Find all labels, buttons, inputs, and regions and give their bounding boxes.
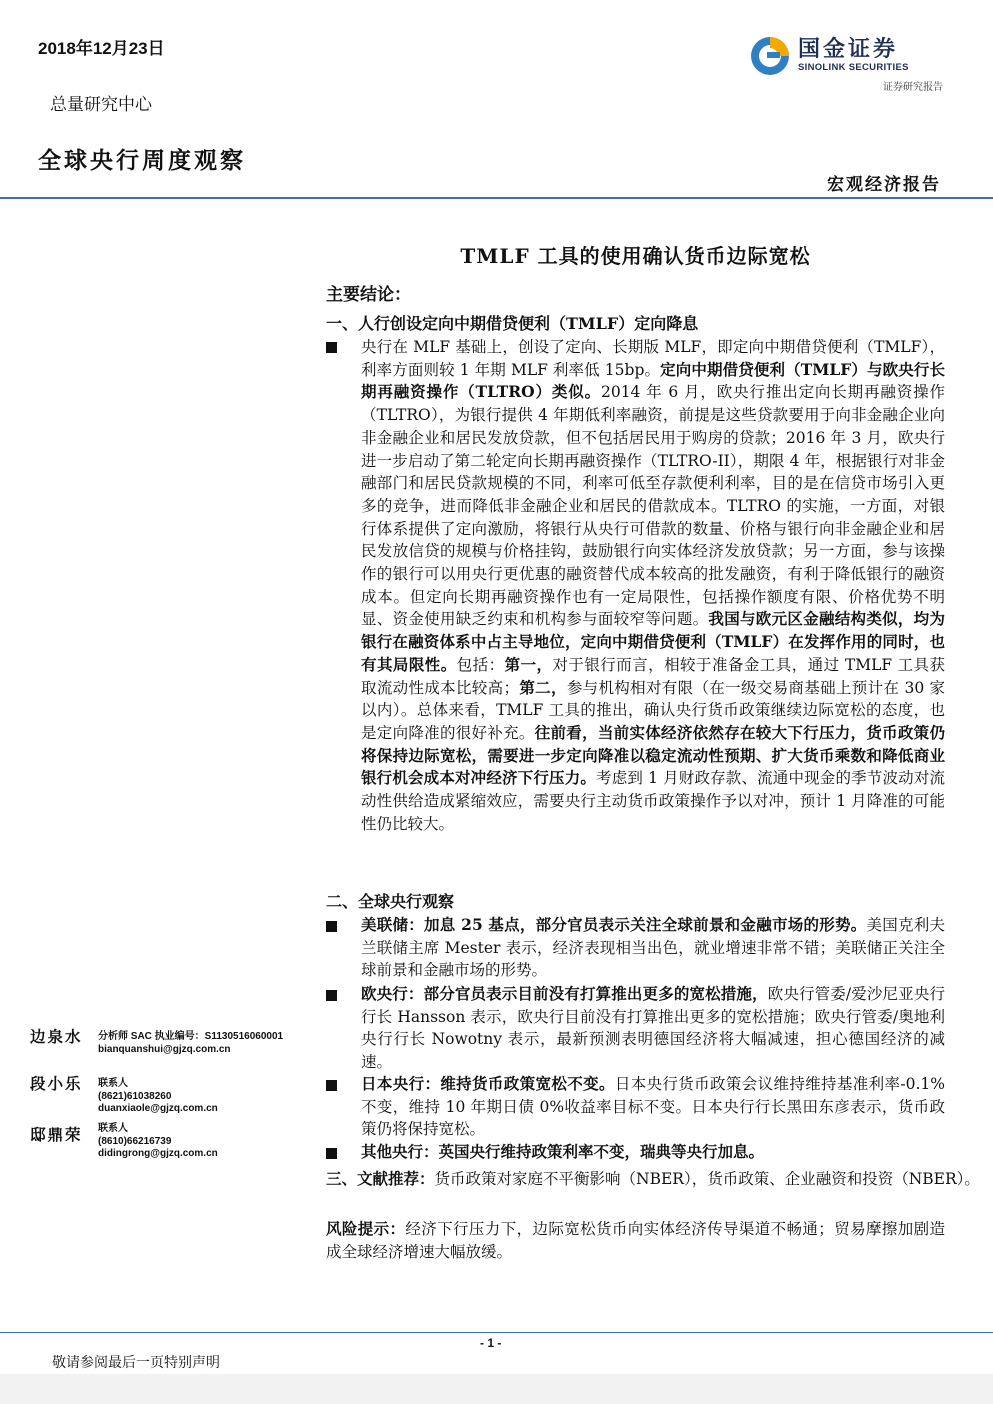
- fed-item: [361, 914, 945, 982]
- author-email: bianquanshui@gjzq.com.cn: [98, 1043, 231, 1055]
- s1-bold-5: 往前看，当前实体经济依然存在较大下行压力，货币政策仍将保持边际宽松，需要进一步定向降准以稳定流动性预期、扩大货币乘数和降低商业银行机会成本对冲经济下行压力。: [361, 722, 945, 788]
- other-cb-lead: 其他央行：英国央行维持政策利率不变，瑞典等央行加息。: [361, 1142, 765, 1161]
- risk-body: 经济下行压力下，边际宽松货币向实体经济传导渠道不畅通；贸易摩擦加剧造成全球经济增速大幅放缓。: [326, 1220, 945, 1261]
- footer-band: [0, 1374, 993, 1404]
- other-cb-item: [361, 1141, 945, 1164]
- document-title: TMLF 工具的使用确认货币边际宽松: [460, 244, 811, 268]
- literature-body: 货币政策对家庭不平衡影响（NBER），货币政策、企业融资和投资（NBER）。: [434, 1170, 980, 1188]
- author-email: didingrong@gjzq.com.cn: [98, 1148, 218, 1159]
- logo-text-en: SINOLINK SECURITIES: [798, 62, 909, 73]
- author-phone: (8621)61038260: [98, 1090, 172, 1102]
- ecb-item: [361, 983, 945, 1074]
- page-number: - 1 -: [480, 1336, 502, 1350]
- sinolink-logo-icon: [748, 34, 792, 78]
- research-center: 总量研究中心: [50, 95, 152, 115]
- ecb-lead: 欧央行：部分官员表示目前没有打算推出更多的宽松措施，: [361, 984, 768, 1003]
- author-name: 邸鼎荣: [30, 1125, 83, 1144]
- bullet-icon: [326, 342, 337, 353]
- author-name: 边泉水: [30, 1027, 83, 1046]
- report-date: 2018年12月23日: [38, 39, 165, 58]
- author-email: duanxiaole@gjzq.com.cn: [98, 1103, 218, 1114]
- s1-text-2: 2014 年 6 月，欧央行推出定向长期再融资操作（TLTRO），为银行提供 4 年期低利率融资，前提是这些贷款要用于向非金融企业向非金融企业和居民发放贷款，但不包括居民用于购房的贷款；2016 年 3 月，欧央行进一步启动了第二轮定向长期再融资操作（TLTRO-II），期限 4 年，根据银行对非金融部门和居民贷款规模的不同，利率可低至存款便利利率，目的是在信贷市场引入更多的竞争，进而降低非金融企业和居民的借款成本。TLTRO 的实施，一方面，对银行体系提供了定向激励，将银行从央行可借款的数量、价格与银行向非金融企业和居民发放信贷的规模与价格挂钩，鼓励银行向实体经济发放贷款；另一方面，参与该操作的银行可以用央行更优惠的融资替代成本较高的批发融资，有利于降低银行的融资成本。但定向长期再融资操作也有一定局限性，包括操作额度有限、价格优势不明显、资金使用缺乏约束和机构参与面较窄等问题。: [361, 383, 945, 629]
- s1-bold-3: 第一，: [504, 654, 553, 674]
- author-name: 段小乐: [30, 1074, 83, 1093]
- author-role: 分析师 SAC 执业编号：S1130516060001: [98, 1031, 284, 1042]
- author-role: 联系人: [98, 1123, 128, 1134]
- risk-warning: [326, 1218, 945, 1263]
- boj-lead: 日本央行：维持货币政策宽松不变。: [361, 1074, 615, 1093]
- conclusion-heading: 主要结论：: [326, 285, 411, 305]
- s1-bold-1: 定向中期借贷便利（TMLF）与欧央行长期再融资操作（TLTRO）类似。: [361, 359, 945, 402]
- s1-text-6: 考虑到 1 月财政存款、流通中现金的季节波动对流动性供给造成紧缩效应，需要央行主动货币政策操作予以对冲，预计 1 月降准的可能性仍比较大。: [361, 769, 945, 833]
- section-1-paragraph: [361, 336, 945, 835]
- bullet-icon: [326, 1080, 337, 1091]
- s1-bold-2: 我国与欧元区金融结构类似，均为银行在融资体系中占主导地位，定向中期借贷便利（TMLF）在发挥作用的同时，也有其局限性。: [361, 609, 945, 674]
- section-1-heading: 一、人行创设定向中期借贷便利（TMLF）定向降息: [326, 314, 699, 333]
- series-title: 全球央行周度观察: [38, 147, 246, 174]
- s1-text-5: 参与机构相对有限（在一级交易商基础上预计在 30 家以内）。总体来看，TMLF 工具的推出，确认央行货币政策继续边际宽松的态度，也是定向降准的很好补充。: [361, 678, 945, 742]
- logo-tagline: 证券研究报告: [883, 82, 943, 93]
- author-info: [98, 1031, 283, 1056]
- bullet-icon: [326, 990, 337, 1001]
- section-2-heading: 二、全球央行观察: [326, 892, 455, 911]
- s1-text-3: 包括：: [456, 655, 505, 674]
- author-phone: (8610)66216739: [98, 1135, 172, 1147]
- boj-item: [361, 1073, 945, 1141]
- boj-body: 日本央行货币政策会议维持维持基准利率-0.1%不变，维持 10 年期日债 0%收益率目标不变。日本央行行长黑田东彦表示，货币政策仍将保持宽松。: [361, 1075, 945, 1139]
- author-info: [98, 1123, 218, 1161]
- bullet-icon: [326, 1148, 337, 1159]
- logo-text-cn: 国金证券: [798, 36, 899, 61]
- report-type: 宏观经济报告: [827, 175, 941, 195]
- author-role: 联系人: [98, 1078, 128, 1089]
- fed-lead: 美联储：加息 25 基点，部分官员表示关注全球前景和金融市场的形势。: [361, 915, 867, 934]
- footer-disclaimer: 敬请参阅最后一页特别声明: [52, 1355, 220, 1371]
- literature-lead: 三、文献推荐：: [326, 1169, 435, 1188]
- header-divider: [0, 197, 993, 199]
- s1-text-4: 对于银行而言，相较于准备金工具，通过 TMLF 工具获取流动性成本比较高；: [361, 655, 945, 697]
- author-info: [98, 1078, 218, 1116]
- risk-lead: 风险提示：: [326, 1219, 406, 1238]
- footer-divider: [0, 1332, 993, 1333]
- ecb-body: 欧央行管委/爱沙尼亚央行行长 Hansson 表示，欧央行目前没有打算推出更多的宽松措施；欧央行管委/奥地利央行行长 Nowotny 表示，最新预测表明德国经济将大幅减速，担心德国经济的减速。: [361, 985, 945, 1072]
- s1-text-1: 央行在 MLF 基础上，创设了定向、长期版 MLF，即定向中期借贷便利（TMLF），利率方面则较 1 年期 MLF 利率低 15bp。: [361, 338, 945, 379]
- fed-body: 美国克利夫兰联储主席 Mester 表示，经济表现相当出色，就业增速非常不错；美联储正关注全球前景和金融市场的形势。: [361, 916, 945, 980]
- literature-recommendation: [326, 1168, 981, 1191]
- s1-bold-4: 第二，: [518, 677, 567, 697]
- bullet-icon: [326, 921, 337, 932]
